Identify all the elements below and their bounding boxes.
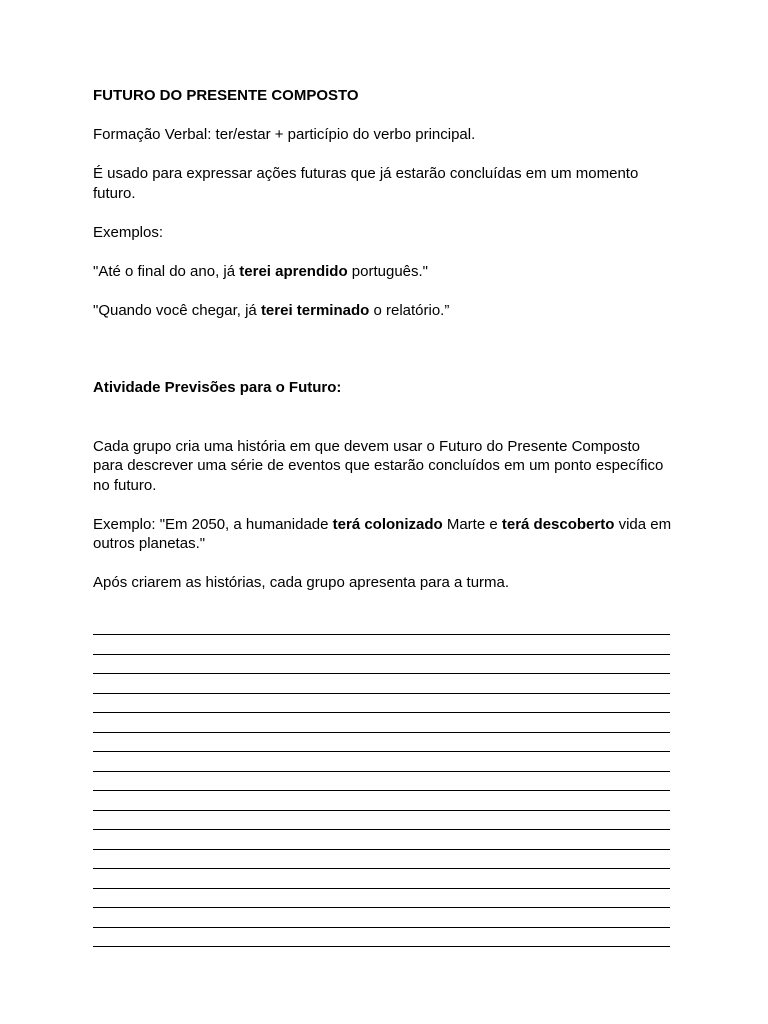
examples-label: Exemplos:: [93, 223, 164, 241]
activity-example-part2: Marte e: [442, 515, 502, 533]
example-2-after: o relatório.”: [369, 301, 450, 319]
writing-line[interactable]: [93, 892, 670, 912]
example-1-before: "Até o final do ano, já: [93, 262, 240, 280]
activity-example-part3: vida em outros planetas.": [93, 515, 672, 552]
example-1-after: português.": [347, 262, 429, 280]
example-1-bold: terei aprendido: [239, 262, 348, 280]
activity-example-part1: Exemplo: "Em 2050, a humanidade: [93, 515, 333, 533]
writing-line[interactable]: [93, 619, 670, 639]
writing-line[interactable]: [93, 833, 670, 853]
usage-text: É usado para expressar ações futuras que já estarão concluídas em um momento futuro.: [93, 165, 639, 202]
formation-text: Formação Verbal: ter/estar + particípio do verbo principal.: [93, 126, 476, 143]
example-2-before: "Quando você chegar, já: [93, 301, 261, 319]
activity-instructions: Cada grupo cria uma história em que devem usar o Futuro do Presente Composto para descrever uma série de eventos que estarão concluídos em um ponto específico no futuro.: [93, 437, 664, 494]
activity-example-bold1: terá colonizado: [332, 515, 443, 533]
activity-example: [93, 515, 673, 554]
writing-line[interactable]: [93, 853, 670, 873]
writing-line[interactable]: [93, 814, 670, 834]
writing-line[interactable]: [93, 658, 670, 678]
document-title: FUTURO DO PRESENTE COMPOSTO: [93, 87, 359, 104]
writing-line[interactable]: [93, 736, 670, 756]
example-1: [93, 262, 673, 282]
writing-line[interactable]: [93, 794, 670, 814]
writing-line[interactable]: [93, 872, 670, 892]
example-2-bold: terei terminado: [260, 301, 370, 319]
activity-example-bold2: terá descoberto: [501, 515, 615, 533]
writing-line[interactable]: [93, 911, 670, 931]
writing-line[interactable]: [93, 931, 670, 951]
writing-line[interactable]: [93, 775, 670, 795]
writing-line[interactable]: [93, 716, 670, 736]
activity-title: Atividade Previsões para o Futuro:: [93, 379, 342, 396]
writing-line[interactable]: [93, 638, 670, 658]
writing-line[interactable]: [93, 755, 670, 775]
document-page: [93, 86, 673, 950]
writing-lines[interactable]: [93, 619, 670, 951]
example-2: [93, 301, 673, 321]
writing-line[interactable]: [93, 697, 670, 717]
closing-text: Após criarem as histórias, cada grupo apresenta para a turma.: [93, 574, 510, 591]
writing-line[interactable]: [93, 677, 670, 697]
